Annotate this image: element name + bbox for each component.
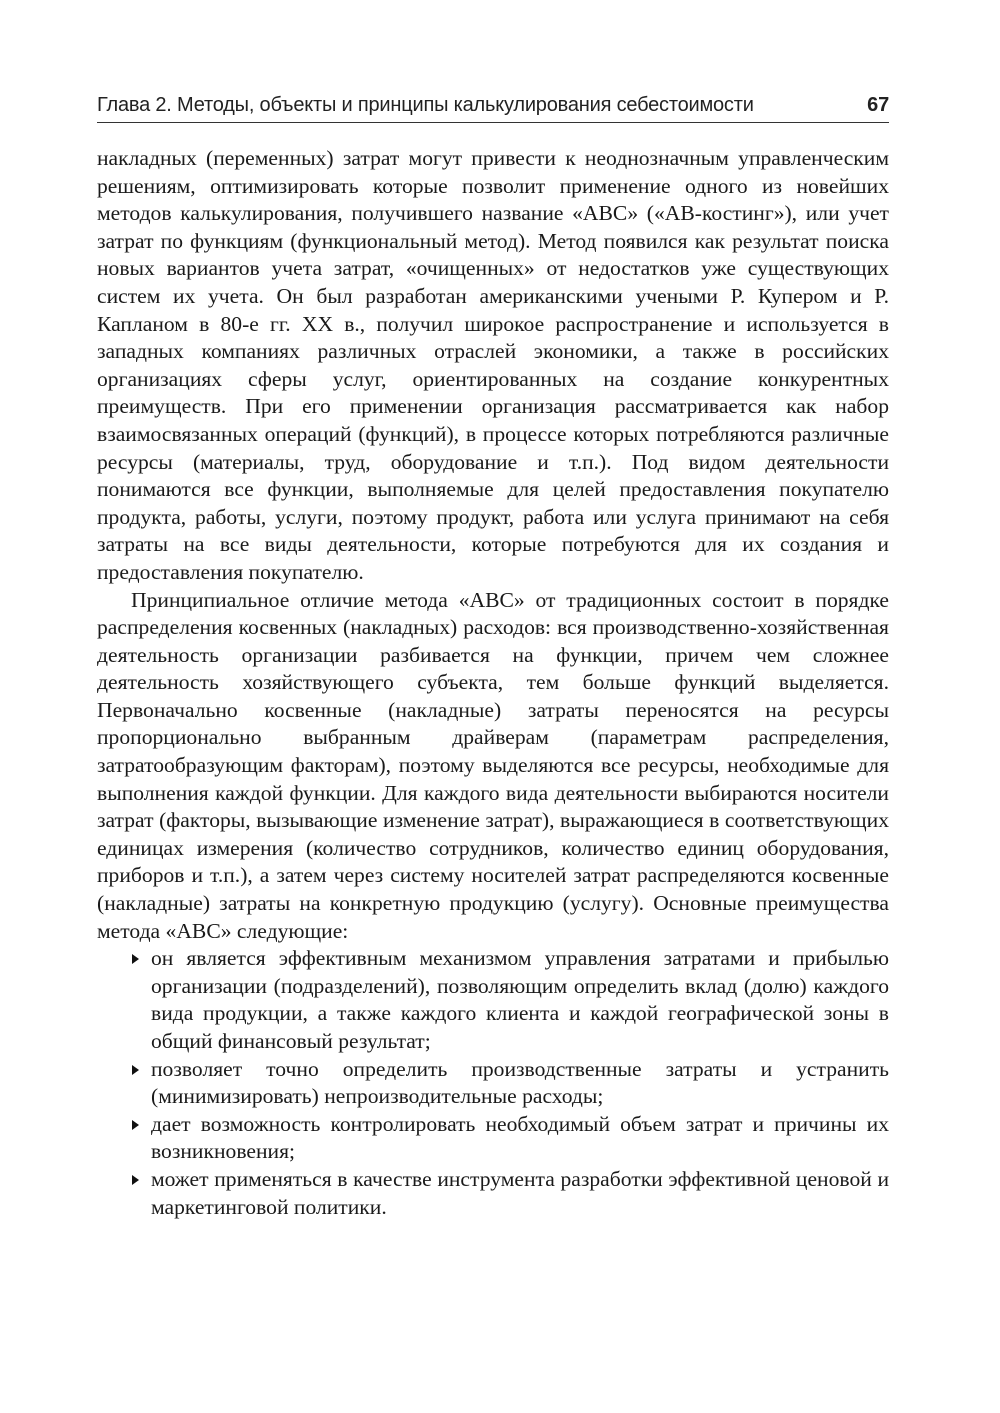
page-number: 67 bbox=[867, 94, 889, 116]
list-item-text: дает возможность контролировать необходимый объем затрат и причины их возникновения; bbox=[151, 1111, 889, 1164]
list-item bbox=[151, 1111, 889, 1166]
list-item bbox=[151, 945, 889, 1055]
list-item-text: может применяться в качестве инструмента разработки эффективной ценовой и маркетинговой политики. bbox=[151, 1166, 889, 1219]
advantages-list bbox=[97, 945, 889, 1221]
chapter-title: Глава 2. Методы, объекты и принципы калькулирования себестоимости bbox=[97, 94, 754, 116]
list-item bbox=[151, 1166, 889, 1221]
paragraph-continued: накладных (переменных) затрат могут привести к неоднозначным управленческим решениям, оптимизировать которые позволит применение одного из новейших методов калькулирования, получившего название «АВС» («АВ-костинг»), или учет затрат по функциям (функциональный метод). Метод появился как результат поиска новых вариантов учета затрат, «очищенных» от недостатков уже существующих систем их учета. Он был разработан американскими учеными Р. Купером и Р. Капланом в 80-е гг. XX в., получил широкое распространение и используется в западных компаниях различных отраслей экономики, а также в российских организациях сферы услуг, ориентированных на создание конкурентных преимуществ. При его применении организация рассматривается как набор взаимосвязанных операций (функций), в процессе которых потребляются различные ресурсы (материалы, труд, оборудование и т.п.). Под видом деятельности понимаются все функции, выполняемые для целей предоставления покупателю продукта, работы, услуги, поэтому продукт, работа или услуга принимают на себя затраты на все виды деятельности, которые потребуются для их создания и предоставления покупателю. bbox=[97, 146, 889, 584]
triangle-bullet-icon bbox=[132, 954, 139, 964]
triangle-bullet-icon bbox=[132, 1175, 139, 1185]
running-header bbox=[97, 92, 889, 123]
paragraph-abc-difference: Принципиальное отличие метода «АВС» от традиционных состоит в порядке распределения косвенных (накладных) расходов: вся производственно-хозяйственная деятельность организации разбивается на функции, причем чем сложнее деятельность хозяйствующего субъекта, тем больше функций выделяется. Первоначально косвенные (накладные) затраты переносятся на ресурсы пропорционально выбранным драйверам (параметрам распределения, затратообразующим факторам), поэтому выделяются все ресурсы, необходимые для выполнения каждой функции. Для каждого вида деятельности выбираются носители затрат (факторы, вызывающие изменение затрат), выражающиеся в соответствующих единицах измерения (количество сотрудников, количество единиц оборудования, приборов и т.п.), а затем через систему носителей затрат распределяются косвенные (накладные) затраты на конкретную продукцию (услугу). Основные преимущества метода «АВС» следующие: bbox=[97, 587, 889, 943]
body-text bbox=[97, 145, 889, 1221]
list-item bbox=[151, 1056, 889, 1111]
list-item-text: он является эффективным механизмом управления затратами и прибылью организации (подразделений), позволяющим определить вклад (долю) каждого вида продукции, а также каждого клиента и каждой географической зоны в общий финансовый результат; bbox=[151, 946, 889, 1053]
list-item-text: позволяет точно определить производственные затраты и устранить (минимизировать) непроизводительные расходы; bbox=[151, 1056, 889, 1109]
book-page bbox=[97, 92, 889, 1221]
triangle-bullet-icon bbox=[132, 1065, 139, 1075]
triangle-bullet-icon bbox=[132, 1120, 139, 1130]
